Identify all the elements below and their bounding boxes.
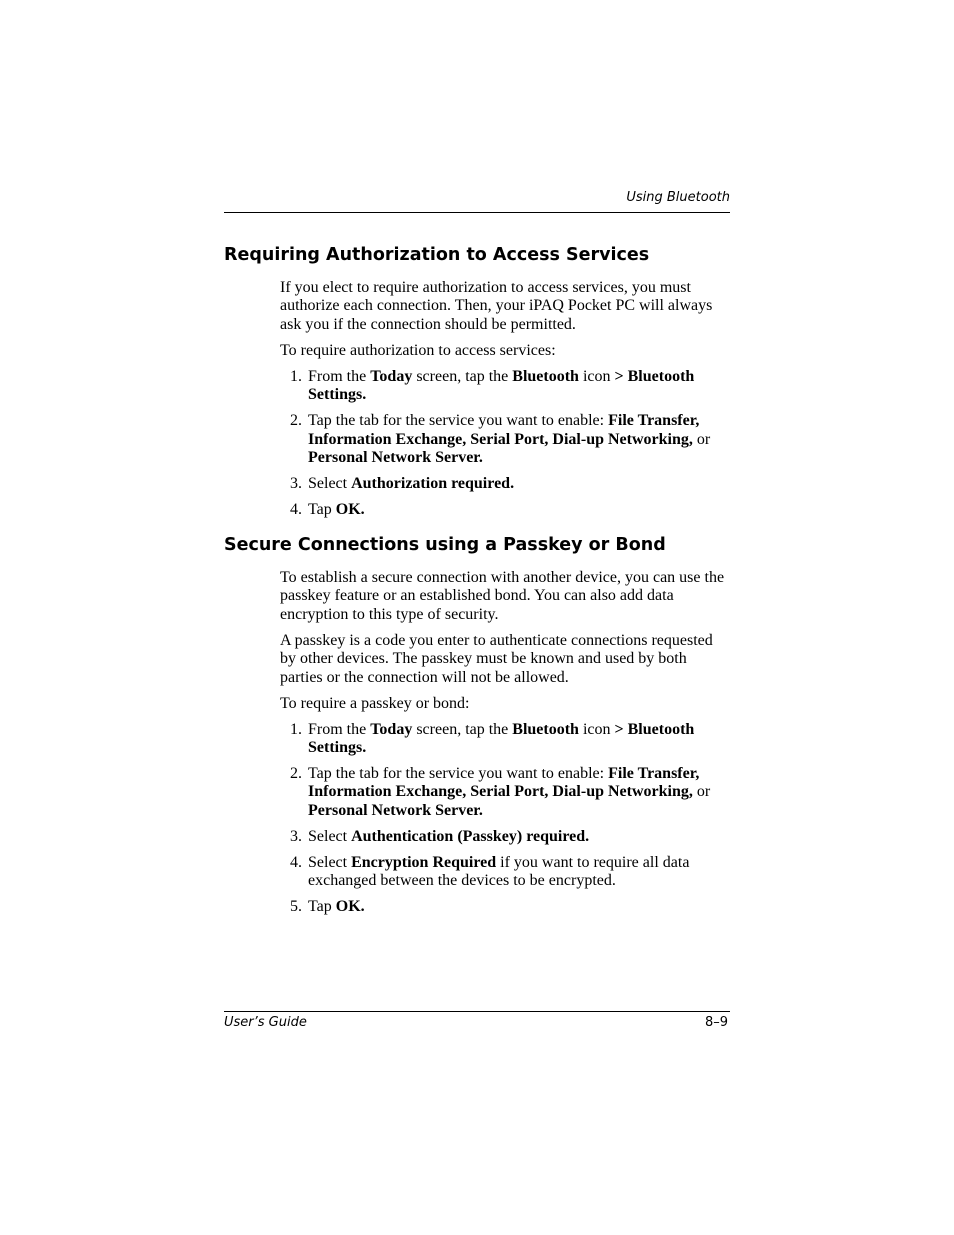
section-body-authorization: [280, 279, 732, 527]
step-number: 3.: [290, 475, 302, 493]
step-text: From the: [308, 720, 371, 738]
steps-list: [280, 721, 732, 917]
step-text: icon: [578, 720, 615, 738]
step-emphasis: OK.: [335, 898, 365, 916]
step-text: Select: [308, 475, 352, 493]
list-item: [280, 412, 732, 467]
step-number: 4.: [290, 501, 302, 519]
section-body-passkey: [280, 569, 732, 924]
step-number: 2.: [290, 765, 302, 783]
header-title: Using Bluetooth: [626, 190, 730, 205]
list-item: [280, 828, 732, 846]
list-item: [280, 854, 732, 891]
step-emphasis: File Transfer, Information Exchange, Serial Port, Dial-up Networking,: [308, 765, 700, 801]
list-item: [280, 368, 732, 405]
step-emphasis: OK.: [335, 501, 365, 519]
step-text: Select: [308, 853, 352, 871]
step-number: 4.: [290, 853, 302, 871]
section-heading-authorization: Requiring Authorization to Access Services: [224, 245, 650, 265]
steps-list: [280, 368, 732, 520]
list-item: [280, 475, 732, 493]
list-item: [280, 501, 732, 519]
step-text: if you want to require all data exchanged between the devices to be encrypted.: [308, 853, 690, 890]
intro-paragraph: If you elect to require authorization to access services, you must authorize each connection. Then, your iPAQ Pocket PC will always ask you if the connection should be permitted.: [280, 279, 713, 333]
step-text: screen, tap the: [412, 367, 513, 385]
step-text: screen, tap the: [412, 720, 513, 738]
step-text: icon: [578, 367, 615, 385]
step-text: Select: [308, 827, 352, 845]
passkey-paragraph: A passkey is a code you enter to authenticate connections requested by other devices. The passkey must be known and used by both parties or the connection will not be allowed.: [280, 631, 713, 686]
lead-paragraph: To require authorization to access services:: [280, 341, 556, 359]
page-number: 8–9: [704, 1015, 728, 1030]
list-item: [280, 898, 732, 916]
lead-paragraph: To require a passkey or bond:: [280, 694, 470, 712]
step-text: Tap the tab for the service you want to enable:: [308, 765, 609, 783]
step-emphasis: Today: [370, 720, 413, 738]
running-footer: [224, 1011, 730, 1034]
step-emphasis: > Bluetooth Settings.: [308, 720, 695, 757]
step-text: Tap: [308, 501, 336, 519]
step-emphasis: Authentication (Passkey) required.: [351, 827, 590, 845]
step-text: or: [692, 430, 711, 448]
step-text: or: [692, 783, 711, 801]
running-header: [224, 190, 730, 213]
step-number: 2.: [290, 412, 302, 430]
step-emphasis: File Transfer, Information Exchange, Serial Port, Dial-up Networking,: [308, 412, 700, 448]
section-heading-passkey: Secure Connections using a Passkey or Bond: [224, 535, 666, 555]
intro-paragraph: To establish a secure connection with another device, you can use the passkey feature or an established bond. You can also add data encryption to this type of security.: [280, 569, 725, 623]
step-number: 5.: [290, 898, 302, 916]
step-number: 3.: [290, 827, 302, 845]
step-emphasis: Today: [370, 367, 413, 385]
step-emphasis: Encryption Required: [351, 853, 497, 871]
footer-guide-title: User’s Guide: [224, 1015, 307, 1030]
list-item: [280, 765, 732, 820]
step-emphasis: Bluetooth: [512, 367, 579, 385]
step-emphasis: > Bluetooth Settings.: [308, 367, 695, 404]
list-item: [280, 721, 732, 758]
step-emphasis: Bluetooth: [512, 720, 579, 738]
step-number: 1.: [290, 720, 302, 738]
step-text: Tap: [308, 898, 336, 916]
step-emphasis: Personal Network Server.: [308, 449, 483, 467]
step-number: 1.: [290, 367, 302, 385]
step-emphasis: Authorization required.: [351, 475, 515, 493]
step-emphasis: Personal Network Server.: [308, 801, 483, 819]
step-text: Tap the tab for the service you want to enable:: [308, 412, 609, 430]
step-text: From the: [308, 367, 371, 385]
